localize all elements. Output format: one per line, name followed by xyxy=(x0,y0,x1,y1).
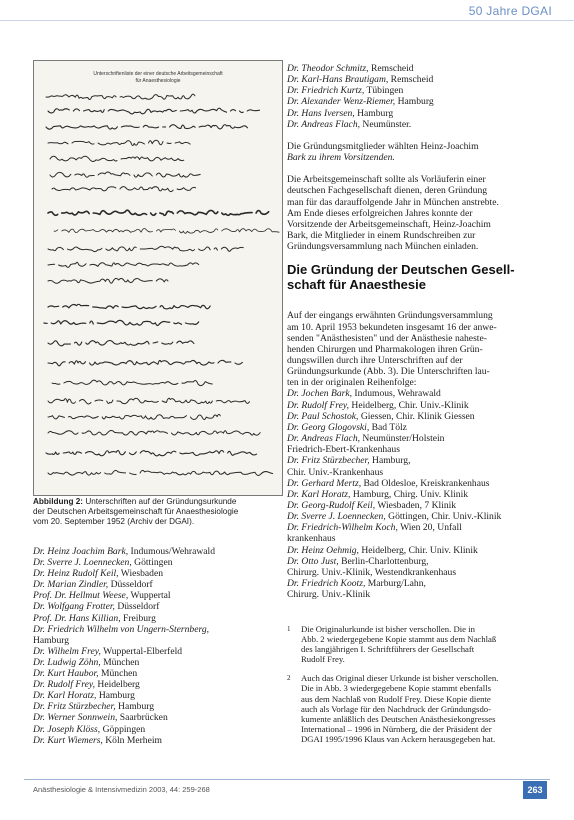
signatory-row xyxy=(287,478,549,489)
signatory-row xyxy=(287,589,549,600)
member-name: Dr. Wilhelm Frey, xyxy=(33,645,101,657)
footnote-line: Die in Abb. 3 wiedergegebene Kopie stammt ebenfalls xyxy=(301,683,491,694)
member-name: Dr. Marian Zindler, xyxy=(33,579,109,591)
signatory-row xyxy=(287,388,549,399)
member-name: Dr. Hans Iversen, xyxy=(287,107,355,119)
text-line-content: Bark zu ihrem Vorsitzenden. xyxy=(287,152,395,164)
member-row xyxy=(33,635,283,646)
footer-rule xyxy=(24,779,550,780)
member-name: Dr. Gerhard Mertz, xyxy=(287,477,362,489)
signatory-row xyxy=(287,522,549,533)
signatory-row xyxy=(287,400,549,411)
member-place: Wien 20, Unfall xyxy=(397,522,462,534)
footnotes xyxy=(287,624,549,753)
members-list-continued xyxy=(287,63,549,130)
signatory-row xyxy=(287,467,549,478)
signatory-row xyxy=(287,578,549,589)
member-name: Dr. Heinz Joachim Bark, xyxy=(33,546,129,557)
caption-label: Abbildung 2: xyxy=(33,497,84,506)
member-name: Dr. Rudolf Frey, xyxy=(287,399,349,411)
signatory-row xyxy=(287,567,549,578)
footnote-line: des langjährigen I. Schriftführers der Gesellschaft xyxy=(301,644,475,655)
member-name: Prof. Dr. Hans Killian, xyxy=(33,612,121,624)
member-name: Dr. Sverre J. Loennecken, xyxy=(33,557,132,569)
member-row xyxy=(287,108,549,119)
doc-header-line-1: Unterschriftenliste der einer deutsche Arbeitsgemeinschaft xyxy=(93,71,223,77)
member-place: Bad Oldesloe, Kreiskrankenhaus xyxy=(361,477,490,489)
member-place: Göttingen xyxy=(131,557,173,569)
handwritten-signature xyxy=(48,278,168,283)
member-row xyxy=(33,679,283,690)
signatory-row xyxy=(287,422,549,433)
signatory-row xyxy=(287,433,549,444)
signatory-row xyxy=(287,500,549,511)
member-place: Hamburg xyxy=(354,107,394,119)
signatory-row xyxy=(287,556,549,567)
member-row xyxy=(33,646,283,657)
text-line: man für das darauffolgende Jahr in München anstrebte. xyxy=(287,196,499,208)
member-row xyxy=(287,63,549,74)
member-name: Dr. Joseph Klöss, xyxy=(33,723,101,735)
member-place: Indumous, Wehrawald xyxy=(352,388,441,400)
member-place: Hamburg xyxy=(33,634,70,646)
handwritten-signature xyxy=(48,140,190,145)
handwritten-signature xyxy=(46,450,257,455)
section-title-line: Die Gründung der Deutschen Gesell- xyxy=(287,262,515,278)
handwritten-signature xyxy=(48,360,242,365)
member-place: krankenhaus xyxy=(287,533,336,545)
figure-caption xyxy=(33,497,283,527)
member-name: Dr. Heinz Oehmig, xyxy=(287,544,359,556)
footnote-number: 1 xyxy=(287,625,291,633)
member-row xyxy=(287,119,549,130)
member-place: Göppingen xyxy=(100,723,146,735)
section-title-line: schaft für Anaesthesie xyxy=(287,277,426,293)
caption-line: vom 20. September 1952 (Archiv der DGAI). xyxy=(33,517,195,526)
member-place: Remscheid xyxy=(388,74,434,86)
member-place: München xyxy=(98,668,138,680)
footnote-text xyxy=(301,673,498,744)
member-row xyxy=(33,546,283,557)
handwritten-signature xyxy=(46,125,248,130)
paragraph-founding xyxy=(287,310,549,388)
member-place: Neumünster. xyxy=(360,118,412,130)
text-line: am 10. April 1953 bekundeten insgesamt 16 der anwe- xyxy=(287,321,497,333)
member-place: Giessen, Chir. Klinik Giessen xyxy=(358,410,475,422)
footnote-line: Die Originalurkunde ist bisher verschollen. Die in xyxy=(301,624,475,634)
member-name: Dr. Paul Schostok, xyxy=(287,410,359,422)
footnote-line: Abb. 2 wiedergegebene Kopie stammt aus dem Nachlaß xyxy=(301,634,497,645)
member-place: Chir. Univ.-Krankenhaus xyxy=(287,466,384,478)
member-name: Dr. Karl-Hans Brautigam, xyxy=(287,74,389,86)
footnote xyxy=(287,624,549,664)
handwritten-signature xyxy=(48,341,194,346)
member-place: Marburg/Lahn, xyxy=(365,578,426,590)
handwritten-signature xyxy=(52,187,196,192)
member-place: Freiburg xyxy=(120,612,156,624)
footnote-line: kumente anläßlich des Deutschen Anästhesiekongresses xyxy=(301,713,496,724)
signatories-list xyxy=(287,388,549,600)
handwritten-signature xyxy=(46,94,199,99)
text-line: Auf der eingangs erwähnten Gründungsversammlung xyxy=(287,310,493,322)
text-line: Bark, die Mitglieder in einem Rundschreiben zur xyxy=(287,230,476,242)
signature-scan xyxy=(34,61,282,495)
footnote-line: International – 1996 in Nürnberg, die der Präsident der xyxy=(301,723,492,734)
handwritten-signature xyxy=(48,210,269,215)
member-place: Indumous/Wehrawald xyxy=(128,546,216,557)
signatory-row xyxy=(287,455,549,466)
member-name: Dr. Karl Horatz, xyxy=(287,488,351,500)
member-name: Dr. Friedrich Kootz, xyxy=(287,578,366,590)
member-row xyxy=(33,724,283,735)
member-place: Hamburg xyxy=(115,701,155,713)
member-name: Dr. Alexander Wenz-Riemer, xyxy=(287,96,396,108)
handwritten-signature xyxy=(44,320,199,325)
member-name: Dr. Heinz Rudolf Keil, xyxy=(33,568,119,580)
member-place: Köln Merheim xyxy=(102,734,162,746)
signature-document-image xyxy=(33,60,283,496)
footnote-line: aus dem Nachlaß von Rudolf Frey. Diese Kopie diente xyxy=(301,693,491,704)
signatory-row xyxy=(287,545,549,556)
member-row xyxy=(287,85,549,96)
member-place: Heidelberg, Chir. Univ. Klinik xyxy=(358,544,478,556)
handwritten-signature xyxy=(52,380,212,386)
text-line: deutschen Fachgesellschaft dienen, deren Gründung xyxy=(287,185,488,197)
paragraph-election xyxy=(287,141,549,163)
text-line: dungswillen durch ihre Unterschriften auf der xyxy=(287,354,463,366)
section-title xyxy=(287,262,549,292)
member-place: München xyxy=(100,656,140,668)
member-name: Dr. Andreas Flach, xyxy=(287,433,361,445)
member-place: Chirurg. Univ.-Klinik, Westendkrankenhaus xyxy=(287,566,457,578)
member-row xyxy=(33,568,283,579)
member-row xyxy=(33,601,283,612)
member-row xyxy=(287,74,549,85)
running-header: 50 Jahre DGAI xyxy=(468,4,552,18)
text-line: ten in der originalen Reihenfolge: xyxy=(287,377,417,389)
text-line: senden "Anästhesisten" und der Anästhesie naheste- xyxy=(287,332,487,344)
member-name: Dr. Kurt Wiemers, xyxy=(33,734,103,746)
paragraph-working-group xyxy=(287,174,549,252)
member-name: Dr. Fritz Stürzbecher, xyxy=(33,701,116,713)
handwritten-signature xyxy=(48,431,260,436)
member-name: Prof. Dr. Hellmut Weese, xyxy=(33,590,129,602)
member-place: Hamburg xyxy=(96,690,135,702)
text-line: Am Ende dieses erfolgreichen Jahres konnte der xyxy=(287,207,473,219)
caption-line: der Deutschen Arbeitsgemeinschaft für Anaesthesiologie xyxy=(33,507,239,516)
member-name: Dr. Karl Horatz, xyxy=(33,690,97,702)
footnote xyxy=(287,673,549,744)
handwritten-signature xyxy=(50,156,184,161)
member-name: Dr. Kurt Haubor, xyxy=(33,668,99,680)
footnote-line: auch als Vorlage für den Nachdruck der Gründungsdo- xyxy=(301,703,492,714)
member-name: Dr. Sverre J. Loennecken, xyxy=(287,511,386,523)
footnote-line: Rudolf Frey. xyxy=(301,654,345,665)
member-name: Dr. Friedrich Wilhelm von Ungern-Sternberg, xyxy=(33,623,210,635)
member-place: Remscheid xyxy=(368,63,414,74)
member-row xyxy=(33,701,283,712)
footnote-number: 2 xyxy=(287,674,291,683)
handwritten-signature xyxy=(54,228,279,233)
journal-citation: Anästhesiologie & Intensivmedizin 2003, 44: 259-268 xyxy=(33,785,210,794)
member-place: Friedrich-Ebert-Krankenhaus xyxy=(287,444,400,456)
handwritten-signature xyxy=(48,398,249,404)
text-line: henden Chirurgen und Pharmakologen ihren Grün- xyxy=(287,343,483,355)
member-place: Wuppertal xyxy=(128,590,171,602)
member-place: Heidelberg, Chir. Univ.-Klinik xyxy=(349,399,469,411)
member-name: Dr. Friedrich-Wilhelm Koch, xyxy=(287,522,398,534)
member-name: Dr. Fritz Stürzbecher, xyxy=(287,455,370,467)
member-name: Dr. Georg-Rudolf Keil, xyxy=(287,500,376,511)
member-row xyxy=(33,624,283,635)
doc-header-line-2: für Anaesthesiologie xyxy=(135,78,181,84)
member-place: Berlin-Charlottenburg, xyxy=(338,555,429,567)
member-place: Wiesbaden, 7 Klinik xyxy=(375,500,457,511)
member-row xyxy=(33,590,283,601)
member-place: Wuppertal-Elberfeld xyxy=(100,645,183,657)
handwritten-signature xyxy=(50,172,200,177)
member-row xyxy=(33,690,283,701)
member-name: Dr. Otto Just, xyxy=(287,555,339,567)
member-name: Dr. Wolfgang Frotter, xyxy=(33,601,115,613)
footnote-text xyxy=(301,624,496,664)
member-place: Wiesbaden xyxy=(118,568,164,580)
member-name: Dr. Ludwig Zöhn, xyxy=(33,656,101,668)
member-name: Dr. Rudolf Frey, xyxy=(33,679,95,691)
member-place: Göttingen, Chir. Univ.-Klinik xyxy=(385,511,502,523)
member-row xyxy=(33,735,283,746)
handwritten-signature xyxy=(48,304,210,309)
member-place: Neumünster/Holstein xyxy=(360,433,445,445)
member-place: Bad Tölz xyxy=(369,421,407,433)
member-place: Tübingen xyxy=(364,85,404,97)
member-name: Dr. Werner Sonnwein, xyxy=(33,712,118,724)
text-line: Gründungsurkunde (Abb. 3). Die Unterschriften lau- xyxy=(287,366,490,378)
member-row xyxy=(33,613,283,624)
member-place: Saarbrücken xyxy=(117,712,168,724)
signatory-row xyxy=(287,444,549,455)
page-number: 263 xyxy=(523,781,547,799)
text-line-content: Die Gründungsmitglieder wählten Heinz-Joachim xyxy=(287,140,479,152)
handwritten-signature xyxy=(48,262,199,267)
member-place: Düsseldorf xyxy=(114,601,160,613)
signatory-row xyxy=(287,411,549,422)
member-row xyxy=(33,657,283,668)
member-name: Dr. Jochen Bark, xyxy=(287,388,353,400)
member-place: Hamburg xyxy=(395,96,434,108)
caption-line: Unterschriften auf der Gründungsurkunde xyxy=(85,497,237,506)
member-place: Heidelberg xyxy=(95,679,140,691)
member-row xyxy=(33,579,283,590)
member-place: Hamburg, xyxy=(369,455,411,467)
member-place: Hamburg, Chirg. Univ. Klinik xyxy=(350,488,469,500)
member-place: Chirurg. Univ.-Klinik xyxy=(287,589,371,601)
member-name: Dr. Andreas Flach, xyxy=(287,118,361,130)
header-rule xyxy=(0,20,574,21)
member-name: Dr. Theodor Schmitz, xyxy=(287,63,369,74)
founding-members-list xyxy=(33,546,283,746)
text-line: Die Arbeitsgemeinschaft sollte als Vorläuferin einer xyxy=(287,174,486,186)
handwritten-signature xyxy=(48,470,273,475)
member-name: Dr. Georg Glogovski, xyxy=(287,421,370,433)
member-place: Düsseldorf xyxy=(108,579,153,591)
member-row xyxy=(287,96,549,107)
member-row xyxy=(33,668,283,679)
text-line xyxy=(287,141,549,152)
right-column xyxy=(287,63,549,600)
signatory-row xyxy=(287,489,549,500)
footnote-line: DGAI 1995/1996 Klaus van Ackern herausgegeben hat. xyxy=(301,733,496,744)
handwritten-signature xyxy=(48,108,260,114)
footnote-line: Auch das Original dieser Urkunde ist bisher verschollen. xyxy=(301,673,499,684)
text-line: Gründungsversammlung nach München einladen. xyxy=(287,241,479,253)
member-name: Dr. Friedrich Kurtz, xyxy=(287,85,365,97)
signatory-row xyxy=(287,511,549,522)
text-line xyxy=(287,152,549,163)
handwritten-signature xyxy=(48,414,220,419)
text-line: Vorsitzende der Arbeitsgemeinschaft, Heinz-Joachim xyxy=(287,218,491,230)
signatory-row xyxy=(287,533,549,544)
member-row xyxy=(33,712,283,723)
member-row xyxy=(33,557,283,568)
handwritten-signature xyxy=(48,246,243,251)
